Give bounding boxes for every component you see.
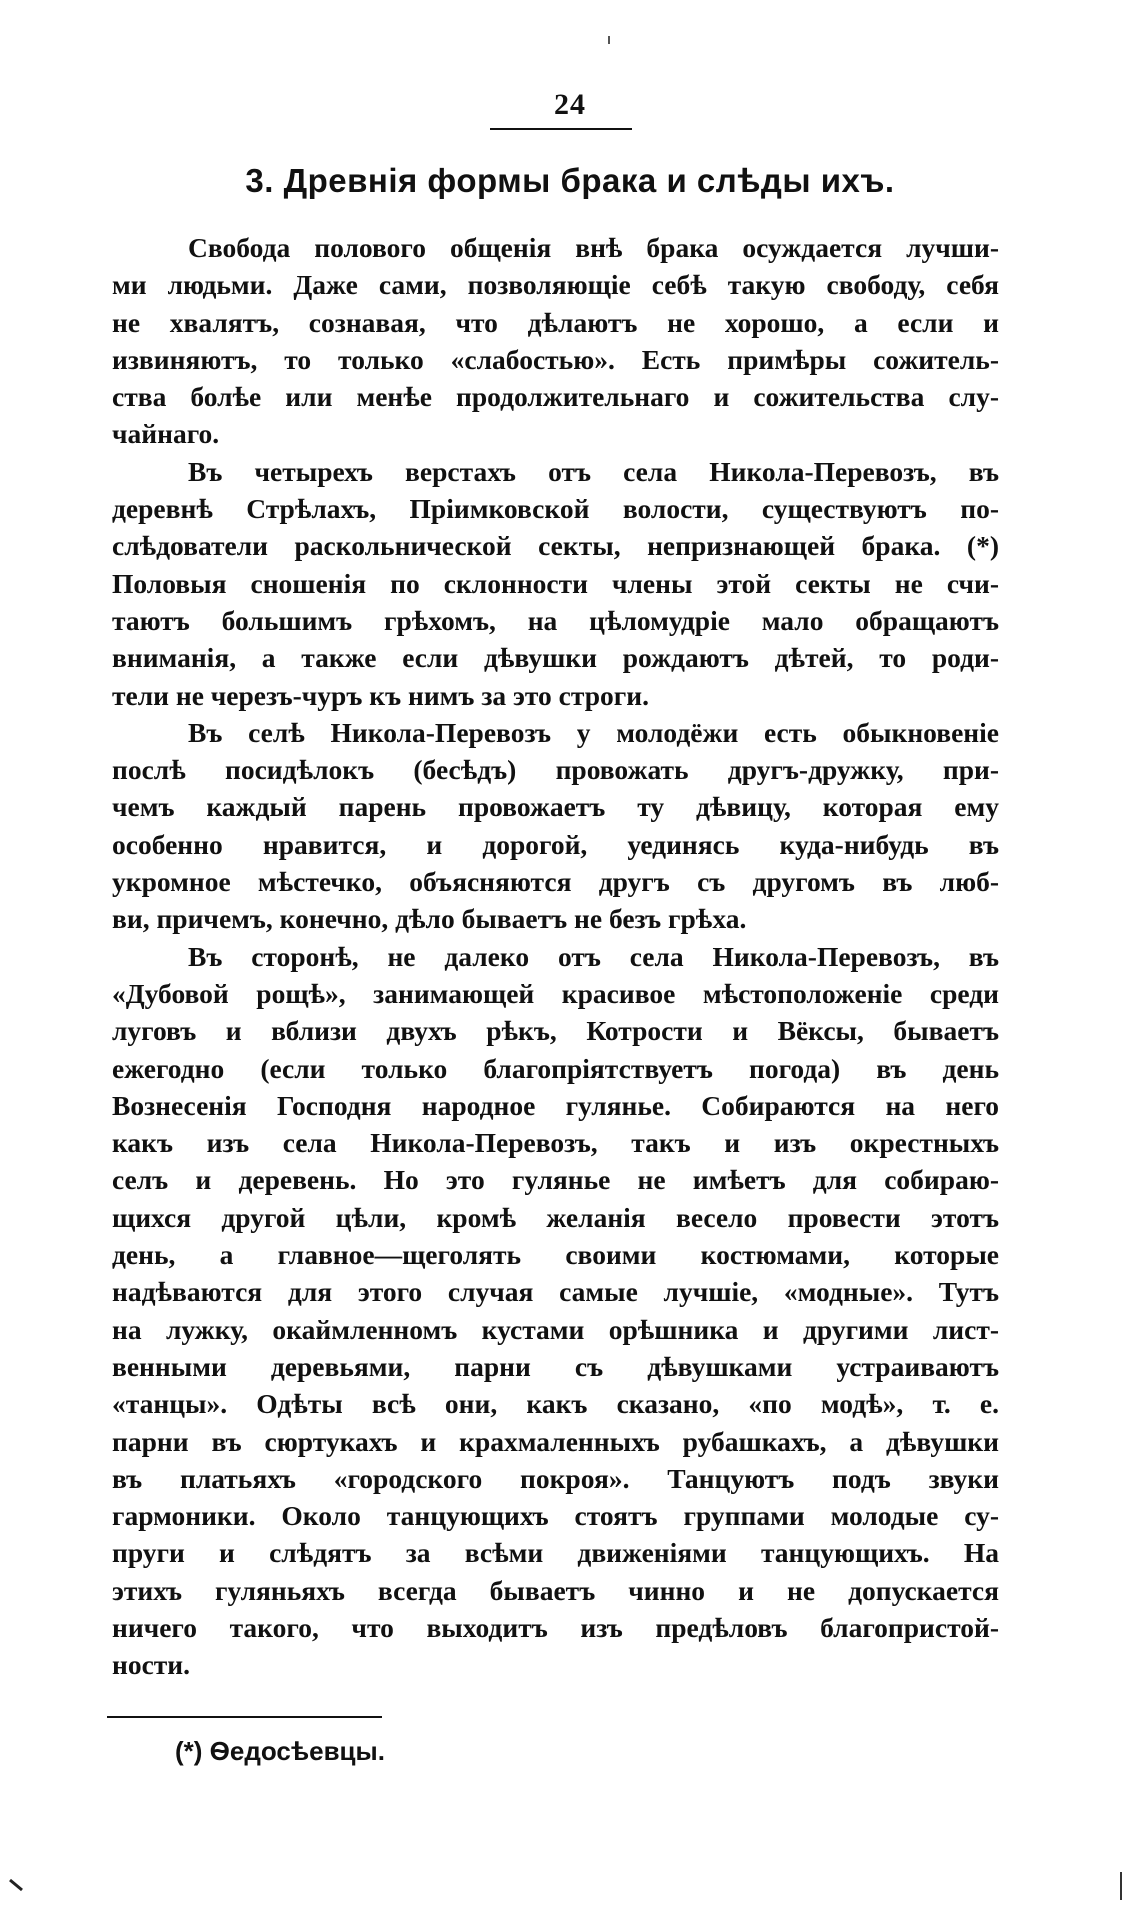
- text-line: парни въ сюртукахъ и крахмаленныхъ рубашкахъ, а дѣвушки: [112, 1425, 999, 1457]
- text-line: особенно нравится, и дорогой, уединясь куда-нибудь въ: [112, 828, 999, 860]
- text-line: чемъ каждый парень провожаетъ ту дѣвицу, которая ему: [112, 791, 999, 823]
- text-line: Въ селѣ Никола-Перевозъ у молодёжи есть обыкновеніе: [188, 716, 999, 748]
- text-line: таютъ большимъ грѣхомъ, на цѣломудріе мало обращаютъ: [112, 604, 999, 636]
- text-line: Въ четырехъ верстахъ отъ села Никола-Перевозъ, въ: [188, 455, 999, 487]
- text-line: Половыя сношенія по склонности члены этой секты не счи-: [112, 567, 999, 599]
- text-line: чайнаго.: [112, 418, 220, 450]
- text-line: укромное мѣстечко, объясняются другъ съ другомъ въ люб-: [112, 866, 999, 898]
- text-line: послѣ посидѣлокъ (бесѣдъ) провожать другъ-дружку, при-: [112, 754, 999, 786]
- text-line: пруги и слѣдятъ за всѣми движеніями танцующихъ. На: [112, 1537, 999, 1569]
- text-line: луговъ и вблизи двухъ рѣкъ, Котрости и Вёксы, бываетъ: [112, 1015, 999, 1047]
- text-line: щихся другой цѣли, кромѣ желанія весело провести этотъ: [112, 1201, 999, 1233]
- footnote: (*) Ѳедосѣевцы.: [175, 1736, 385, 1766]
- text-line: тели не черезъ-чуръ къ нимъ за это строги.: [112, 679, 649, 711]
- text-line: ежегодно (если только благопріятствуетъ погода) въ день: [112, 1052, 999, 1084]
- text-line: Вознесенія Господня народное гулянье. Собираются на него: [112, 1089, 999, 1121]
- scan-mark: [608, 36, 610, 44]
- text-line: ви, причемъ, конечно, дѣло бываетъ не безъ грѣха.: [112, 903, 747, 935]
- text-line: не хвалятъ, сознавая, что дѣлаютъ не хорошо, а если и: [112, 306, 999, 338]
- text-line: гармоники. Около танцующихъ стоятъ группами молодые су-: [112, 1500, 999, 1532]
- text-line: «Дубовой рощѣ», занимающей красивое мѣстоположеніе среди: [112, 977, 999, 1009]
- scan-mark: [1120, 1872, 1122, 1900]
- text-line: какъ изъ села Никола-Перевозъ, такъ и изъ окрестныхъ: [112, 1127, 999, 1159]
- text-line: ничего такого, что выходитъ изъ предѣловъ благопристой-: [112, 1611, 999, 1643]
- body-text: [112, 229, 999, 1684]
- text-line: ности.: [112, 1649, 191, 1681]
- text-line: Въ сторонѣ, не далеко отъ села Никола-Перевозъ, въ: [188, 940, 999, 972]
- text-line: ства болѣе или менѣе продолжительнаго и сожительства слу-: [112, 381, 999, 413]
- page-number: 24: [554, 88, 586, 121]
- text-line: извиняютъ, то только «слабостью». Есть примѣры сожитель-: [112, 343, 999, 375]
- text-line: день, а главное—щеголять своими костюмами, которые: [112, 1239, 999, 1271]
- text-line: венными деревьями, парни съ дѣвушками устраиваютъ: [112, 1350, 999, 1382]
- text-line: деревнѣ Стрѣлахъ, Пріимковской волости, существуютъ по-: [112, 493, 999, 525]
- text-line: «танцы». Одѣты всѣ они, какъ сказано, «по модѣ», т. е.: [112, 1388, 999, 1420]
- text-line: ми людьми. Даже сами, позволяющіе себѣ такую свободу, себя: [112, 269, 999, 301]
- page-number-rule: [490, 128, 632, 130]
- text-line: надѣваются для этого случая самые лучшіе, «модные». Тутъ: [112, 1276, 999, 1308]
- text-line: вниманія, а также если дѣвушки рождаютъ дѣтей, то роди-: [112, 642, 999, 674]
- text-line: слѣдователи раскольнической секты, непризнающей брака. (*): [112, 530, 999, 562]
- text-line: этихъ гуляньяхъ всегда бываетъ чинно и не допускается: [112, 1574, 999, 1606]
- text-line: въ платьяхъ «городского покроя». Танцуютъ подъ звуки: [112, 1462, 999, 1494]
- text-line: селъ и деревень. Но это гулянье не имѣетъ для собираю-: [112, 1164, 999, 1196]
- text-line: Свобода полового общенія внѣ брака осуждается лучши-: [188, 232, 999, 263]
- footnote-rule: [107, 1716, 382, 1718]
- section-heading: 3. Древнія формы брака и слѣды ихъ.: [245, 162, 895, 199]
- text-line: на лужку, окаймленномъ кустами орѣшника и другими лист-: [112, 1313, 999, 1345]
- scan-mark: [8, 1878, 28, 1892]
